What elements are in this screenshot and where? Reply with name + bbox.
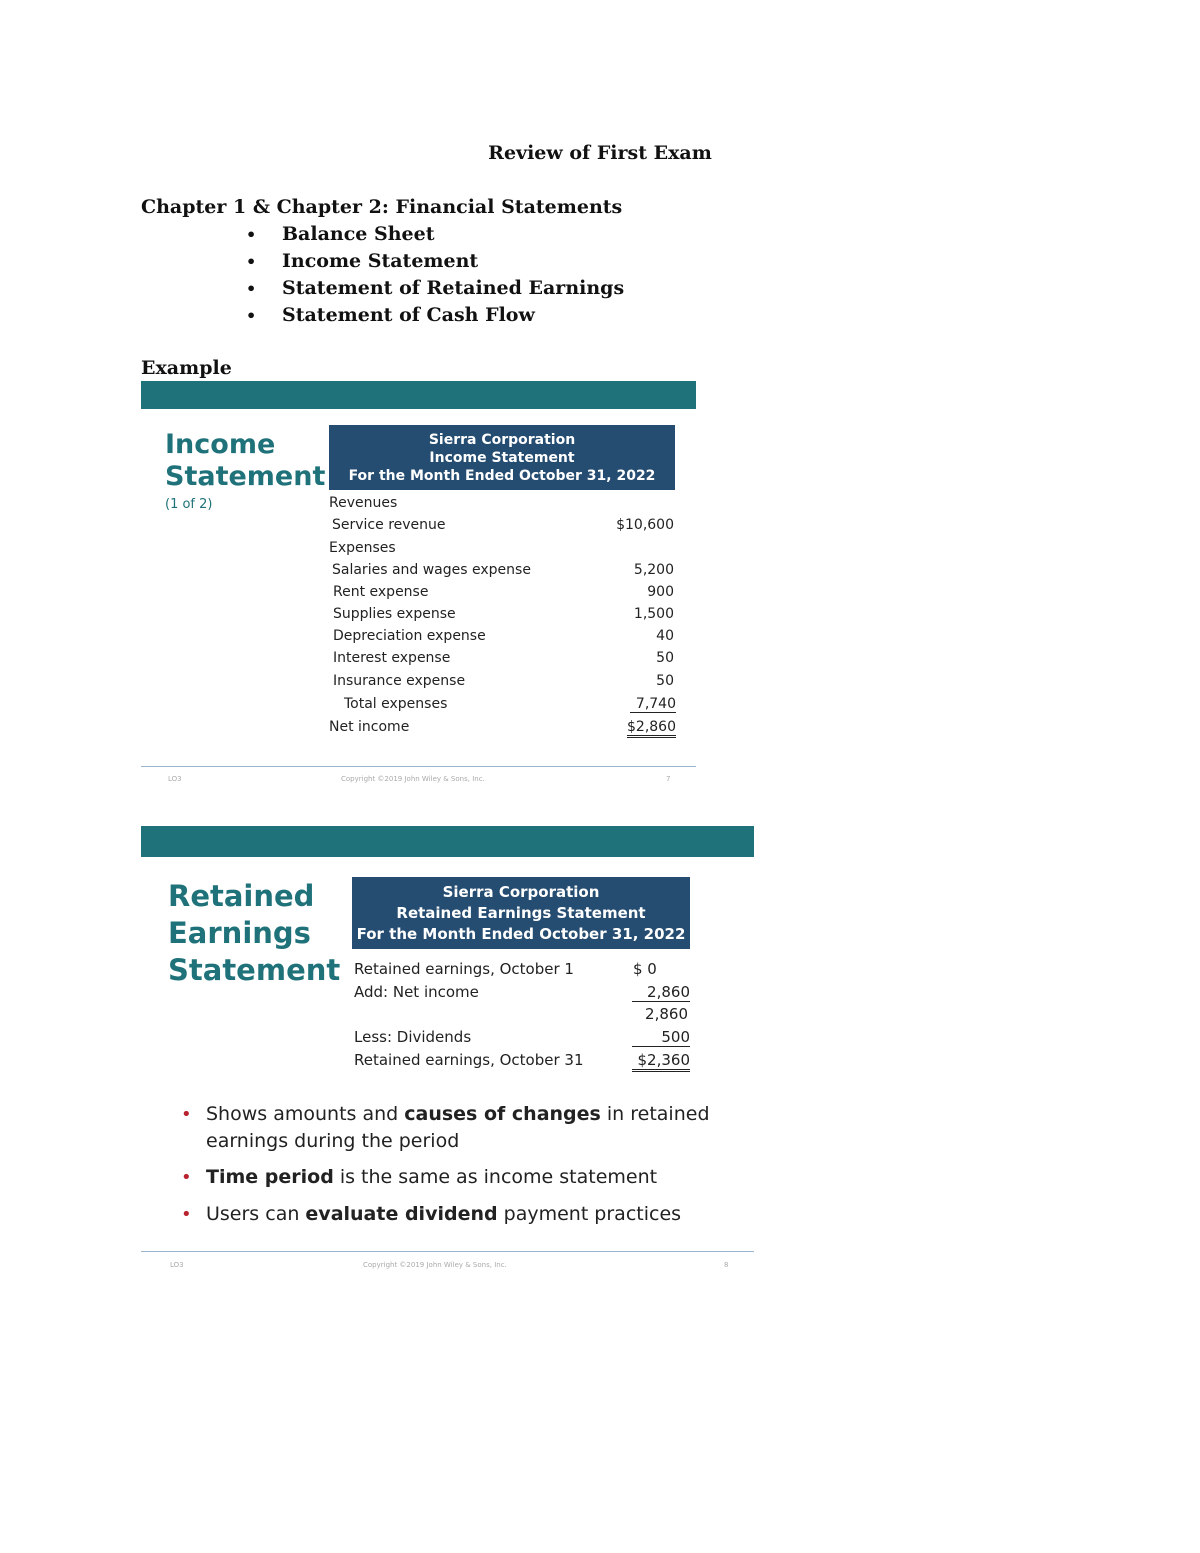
footer-page-number: 7 [666, 775, 671, 783]
table-row-label: Less: Dividends [354, 1028, 472, 1046]
bullet-emphasis: evaluate dividend [305, 1203, 498, 1225]
table-row-label: Total expenses [344, 696, 448, 712]
statement-header [352, 877, 690, 949]
statement-name: Income Statement [429, 449, 575, 466]
slide-footer-divider [141, 1251, 754, 1252]
company-name: Sierra Corporation [428, 431, 576, 448]
table-row-label: Rent expense [333, 584, 429, 600]
slide-footer-divider [141, 766, 696, 767]
heading-line: Earnings [168, 916, 311, 950]
table-row-value: $10,600 [616, 517, 674, 533]
heading-line: Income [165, 429, 276, 460]
slide-title-bar [141, 381, 696, 409]
list-item [246, 250, 624, 277]
example-label: Example [141, 357, 232, 379]
bullet-text: is the same as income statement [333, 1166, 658, 1188]
table-row-value: 40 [656, 628, 674, 644]
table-row-value: 500 [632, 1028, 690, 1047]
footer-page-number: 8 [724, 1261, 729, 1269]
table-row-value: 2,860 [645, 1005, 688, 1023]
table-row-label: Supplies expense [333, 606, 456, 622]
table-row-value: $2,860 [627, 719, 676, 738]
statement-header [329, 425, 675, 490]
statement-period: For the Month Ended October 31, 2022 [356, 924, 686, 943]
bullet-text: in retained earnings during the period [206, 1103, 710, 1152]
table-row-value: 50 [656, 673, 674, 689]
bullet-text: Users can [206, 1203, 306, 1225]
footer-left: LO3 [170, 1261, 184, 1269]
table-row-value: $2,360 [632, 1051, 690, 1072]
statement-list [246, 223, 624, 331]
list-item-label: Income Statement [282, 250, 479, 272]
heading-line: Statement [165, 460, 326, 492]
bullet-emphasis: causes of changes [404, 1103, 601, 1125]
statement-period: For the Month Ended October 31, 2022 [348, 467, 656, 484]
bullet-text: payment practices [497, 1203, 682, 1225]
table-row-value: 50 [656, 650, 674, 666]
footer-copyright: Copyright ©2019 John Wiley & Sons, Inc. [341, 775, 485, 783]
slide-heading [165, 429, 325, 493]
table-row-value: 2,860 [632, 983, 690, 1002]
slide-heading [168, 878, 340, 989]
table-row-label: Service revenue [332, 517, 446, 533]
list-item-label: Statement of Retained Earnings [282, 277, 625, 299]
table-row-value: $ 0 [633, 960, 657, 978]
bullet-icon: • [181, 1204, 192, 1225]
list-item-label: Balance Sheet [282, 223, 435, 245]
table-row-label: Interest expense [333, 650, 451, 666]
table-row-value: 900 [647, 584, 674, 600]
list-item [246, 277, 624, 304]
table-row-label: Revenues [329, 495, 398, 511]
statement-name: Retained Earnings Statement [396, 903, 646, 922]
table-row-label: Expenses [329, 540, 396, 556]
heading-line: Statement [168, 953, 341, 987]
table-row-label: Add: Net income [354, 983, 479, 1001]
income-statement-slide [141, 381, 696, 789]
table-row-label: Retained earnings, October 1 [354, 960, 574, 978]
list-item-label: Statement of Cash Flow [282, 304, 535, 326]
list-item [246, 304, 624, 331]
table-row-label: Net income [329, 719, 410, 735]
bullet-icon: • [246, 225, 257, 244]
document-title: Review of First Exam [488, 142, 712, 164]
bullet-icon: • [246, 306, 257, 325]
table-row-label: Depreciation expense [333, 628, 486, 644]
bullet-text: Shows amounts and [206, 1103, 405, 1125]
table-row-value: 5,200 [633, 562, 674, 578]
bullet-icon: • [181, 1104, 192, 1125]
table-row-value: 1,500 [633, 606, 674, 622]
bullet-icon: • [246, 252, 257, 271]
bullet-icon: • [181, 1167, 192, 1188]
footer-left: LO3 [168, 775, 182, 783]
bullet-emphasis: Time period [206, 1166, 334, 1188]
table-row-label: Retained earnings, October 31 [354, 1051, 584, 1069]
table-row-label: Salaries and wages expense [332, 562, 531, 578]
company-name: Sierra Corporation [442, 882, 600, 901]
heading-line: Retained [168, 879, 315, 913]
table-row-label: Insurance expense [333, 673, 466, 689]
chapter-heading: Chapter 1 & Chapter 2: Financial Statements [141, 196, 623, 218]
footer-copyright: Copyright ©2019 John Wiley & Sons, Inc. [363, 1261, 507, 1269]
bullet-icon: • [246, 279, 257, 298]
list-item [246, 223, 624, 250]
slide-title-bar [141, 826, 754, 857]
slide-subheading: (1 of 2) [165, 497, 213, 512]
retained-earnings-slide [141, 826, 754, 1286]
table-row-value: 7,740 [630, 696, 676, 713]
